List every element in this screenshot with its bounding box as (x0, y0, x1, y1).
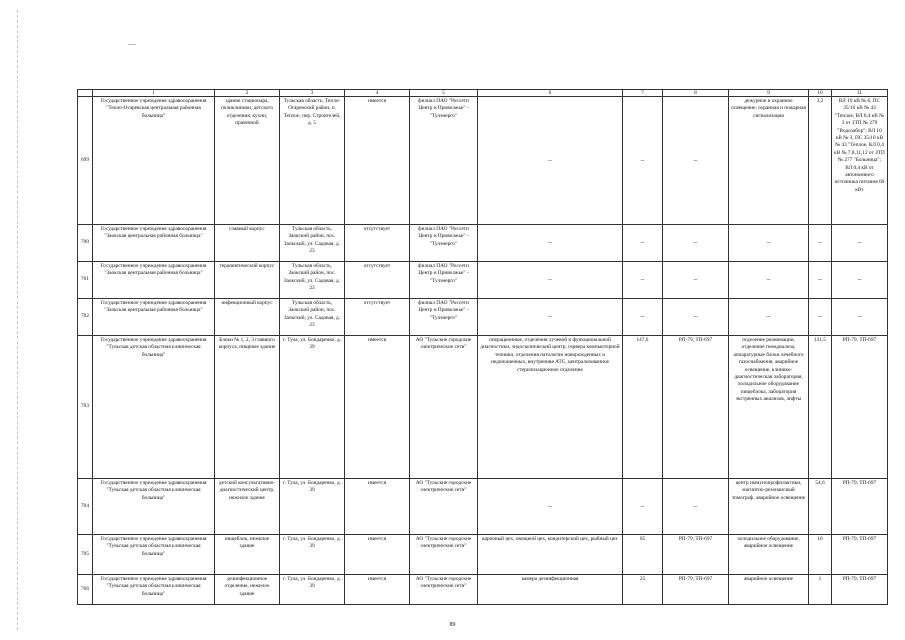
empty-cell: – (478, 479, 623, 535)
table-cell-c4: имеется (345, 336, 410, 479)
header-blank (78, 90, 93, 97)
empty-cell: – (623, 299, 663, 336)
table-cell-c9: аварийное освещение (729, 575, 809, 605)
row-number: 703 (78, 336, 93, 479)
table-cell-c2: главный корпус (215, 225, 280, 262)
table-row (78, 535, 888, 575)
table-cell-c5: АО "Тульские городские электрические сети" (410, 479, 478, 535)
empty-cell: – (809, 299, 832, 336)
table-cell-c1: Государственное учреждение здравоохранения "Заокская центральная районная больница" (93, 299, 215, 336)
table-cell-c1: Государственное учреждение здравоохранения "Заокская центральная районная больница" (93, 262, 215, 299)
column-header: 5 (410, 90, 478, 97)
empty-cell: – (623, 262, 663, 299)
table-cell-c4: отсутствует (345, 225, 410, 262)
table-cell-c6: варочный цех, овощной цех, кондитерский цех, рыбный цех (478, 535, 623, 575)
table-cell-c10: 131,5 (809, 336, 832, 479)
empty-cell: – (623, 225, 663, 262)
table-cell-c10: 1 (809, 575, 832, 605)
table-cell-c6: операционные, отделения лучевой и функциональной диагностики, эндоскопический центр, сервера компьютерной техники, отделения патологии новорожденных и недоношенных, внутренняя АТС, централизованное стерилизационное отделение (478, 336, 623, 479)
table-row (78, 299, 888, 336)
row-number: 702 (78, 299, 93, 336)
empty-cell: – (623, 479, 663, 535)
table-cell-c11: ВЛ 10 кВ № 6, ПС 35/10 кВ № 43 "Теплое, ВЛ 0,4 кВ № 3 от ЗТП № 279 "Водозабор"; ВЛ 10 кВ № 3, ПС 35/10 кВ № 43 "Теплое, КЛ 0,4 кВ № 7,8,11,12 от ЗТП № 277 "Больница"; ВЛ 0,4 кВ от автономного источника питания 60 кВт (832, 97, 888, 225)
table-cell-c8: РП-79, ТП-697 (663, 535, 729, 575)
table-cell-c5: АО "Тульские городские электрические сети" (410, 336, 478, 479)
table-cell-c2: здание стационара, поликлиники, детского отделения, кухни, прачечной (215, 97, 280, 225)
table-cell-c11: РП-79, ТП-697 (832, 535, 888, 575)
table-cell-c11: РП-79, ТП-697 (832, 336, 888, 479)
empty-cell: – (663, 299, 729, 336)
binding-margin-line (17, 10, 18, 630)
table-cell-c3: г. Тула, ул. Бондаренко, д. 39 (280, 479, 345, 535)
column-header: 3 (280, 90, 345, 97)
table-cell-c8: РП-79, ТП-697 (663, 336, 729, 479)
table-cell-c1: Государственное учреждение здравоохранения "Тульская детская областная клиническая больница" (93, 575, 215, 605)
empty-cell: – (729, 225, 809, 262)
empty-cell: – (478, 97, 623, 225)
table-cell-c11: РП-79, ТП-697 (832, 479, 888, 535)
empty-cell: – (623, 97, 663, 225)
row-number: 700 (78, 225, 93, 262)
table-cell-c2: Блоки № 1, 2, 3 главного корпуса, пищевое здание (215, 336, 280, 479)
table-cell-c2: детский консультативно-диагностический центр, нежилое здание (215, 479, 280, 535)
empty-cell: – (663, 262, 729, 299)
table-cell-c3: г. Тула, ул. Бондаренко, д. 39 (280, 336, 345, 479)
row-number: 706 (78, 575, 93, 605)
empty-cell: – (663, 479, 729, 535)
table-cell-c8: РП-79, ТП-697 (663, 575, 729, 605)
table-cell-c4: имеется (345, 479, 410, 535)
table-cell-c7: 25 (623, 575, 663, 605)
page-mark (128, 44, 136, 45)
table-cell-c9: холодильное оборудование, аварийное освещение (729, 535, 809, 575)
table-cell-c4: имеется (345, 575, 410, 605)
empty-cell: – (832, 299, 888, 336)
table-cell-c5: филиал ПАО "Россети Центр и Приволжье" - "Тулэнерго" (410, 97, 478, 225)
table-row (78, 262, 888, 299)
table-cell-c5: филиал ПАО "Россети Центр и Приволжье" - "Тулэнерго" (410, 225, 478, 262)
empty-cell: – (478, 225, 623, 262)
table-cell-c7: 65 (623, 535, 663, 575)
row-number: 699 (78, 97, 93, 225)
table-cell-c10: 54,6 (809, 479, 832, 535)
table-cell-c3: г. Тула, ул. Бондаренко, д. 39 (280, 575, 345, 605)
table-cell-c4: отсутствует (345, 299, 410, 336)
table-cell-c3: Тульская область, Заокский район, пос. Заокский, ул. Садовая, д. 23 (280, 225, 345, 262)
table-cell-c5: АО "Тульские городские электрические сети" (410, 535, 478, 575)
facilities-table (77, 89, 888, 605)
empty-cell: – (809, 262, 832, 299)
table-cell-c9: центр иммунопрофилактики, магнитно-резонансный томограф, аварийное освещение (729, 479, 809, 535)
table-cell-c2: пищеблок, нежилое здание (215, 535, 280, 575)
table-row (78, 97, 888, 225)
table-cell-c2: дезинфекционное отделение, нежилое здание (215, 575, 280, 605)
row-number: 704 (78, 479, 93, 535)
column-header: 8 (663, 90, 729, 97)
table-cell-c6: камера дезинфекционная (478, 575, 623, 605)
table-cell-c4: имеется (345, 97, 410, 225)
table-row (78, 225, 888, 262)
table-cell-c3: Тульская область, Тепло-Огаревский район, п. Теплое, пер. Строителей, д. 5 (280, 97, 345, 225)
table-cell-c1: Государственное учреждение здравоохранения "Тульская детская областная клиническая больница" (93, 336, 215, 479)
column-header: 9 (729, 90, 809, 97)
table-cell-c10: 10 (809, 535, 832, 575)
empty-cell: – (478, 262, 623, 299)
empty-cell: – (663, 97, 729, 225)
empty-cell: – (663, 225, 729, 262)
table-row (78, 575, 888, 605)
table-cell-c5: АО "Тульские городские электрические сети" (410, 575, 478, 605)
column-header: 4 (345, 90, 410, 97)
table-cell-c3: Тульская область, Заокский район, пос. Заокский, ул. Садовая, д. 23 (280, 262, 345, 299)
table-cell-c11: РП-79, ТП-697 (832, 575, 888, 605)
empty-cell: – (729, 299, 809, 336)
table-cell-c5: филиал ПАО "Россети Центр и Приволжье" - "Тулэнерго" (410, 262, 478, 299)
table-cell-c7: 147,6 (623, 336, 663, 479)
table-cell-c1: Государственное учреждение здравоохранения "Тульская детская областная клиническая больница" (93, 535, 215, 575)
row-number: 705 (78, 535, 93, 575)
table-cell-c2: инфекционный корпус (215, 299, 280, 336)
table-cell-c3: г. Тула, ул. Бондаренко, д. 39 (280, 535, 345, 575)
row-number: 701 (78, 262, 93, 299)
table-cell-c1: Государственное учреждение здравоохранения "Заокская центральная районная больница" (93, 225, 215, 262)
table-cell-c9: отделение реанимации, отделение гемодиализа, аппаратурные блоки лечебного газоснабжения, аварийное освещение, клинико-диагностическая лаборатория, холодильное оборудование пищеблока, лаборатория экстренных анализов, лифты (729, 336, 809, 479)
header-row (78, 90, 888, 97)
empty-cell: – (478, 299, 623, 336)
table-cell-c1: Государственное учреждение здравоохранения "Тепло-Огаревская центральная районная больница" (93, 97, 215, 225)
table-cell-c5: филиал ПАО "Россети Центр и Приволжье" - "Тулэнерго" (410, 299, 478, 336)
empty-cell: – (809, 225, 832, 262)
table-cell-c2: терапевтический корпус (215, 262, 280, 299)
column-header: 2 (215, 90, 280, 97)
column-header: 6 (478, 90, 623, 97)
column-header: 7 (623, 90, 663, 97)
table-cell-c3: Тульская область, Заокский район, пос. Заокский, ул. Садовая, д. 23 (280, 299, 345, 336)
page-number: 89 (449, 622, 456, 628)
column-header: 1 (93, 90, 215, 97)
table-row (78, 336, 888, 479)
column-header: 10 (809, 90, 832, 97)
table-cell-c4: имеется (345, 535, 410, 575)
empty-cell: – (729, 262, 809, 299)
table-cell-c9: дежурное и охранное освещение, охранная и пожарная сигнализация (729, 97, 809, 225)
table-cell-c1: Государственное учреждение здравоохранения "Тульская детская областная клиническая больница" (93, 479, 215, 535)
empty-cell: – (832, 262, 888, 299)
table-cell-c4: отсутствует (345, 262, 410, 299)
column-header: 11 (832, 90, 888, 97)
table-row (78, 479, 888, 535)
table-cell-c10: 3,2 (809, 97, 832, 225)
empty-cell: – (832, 225, 888, 262)
